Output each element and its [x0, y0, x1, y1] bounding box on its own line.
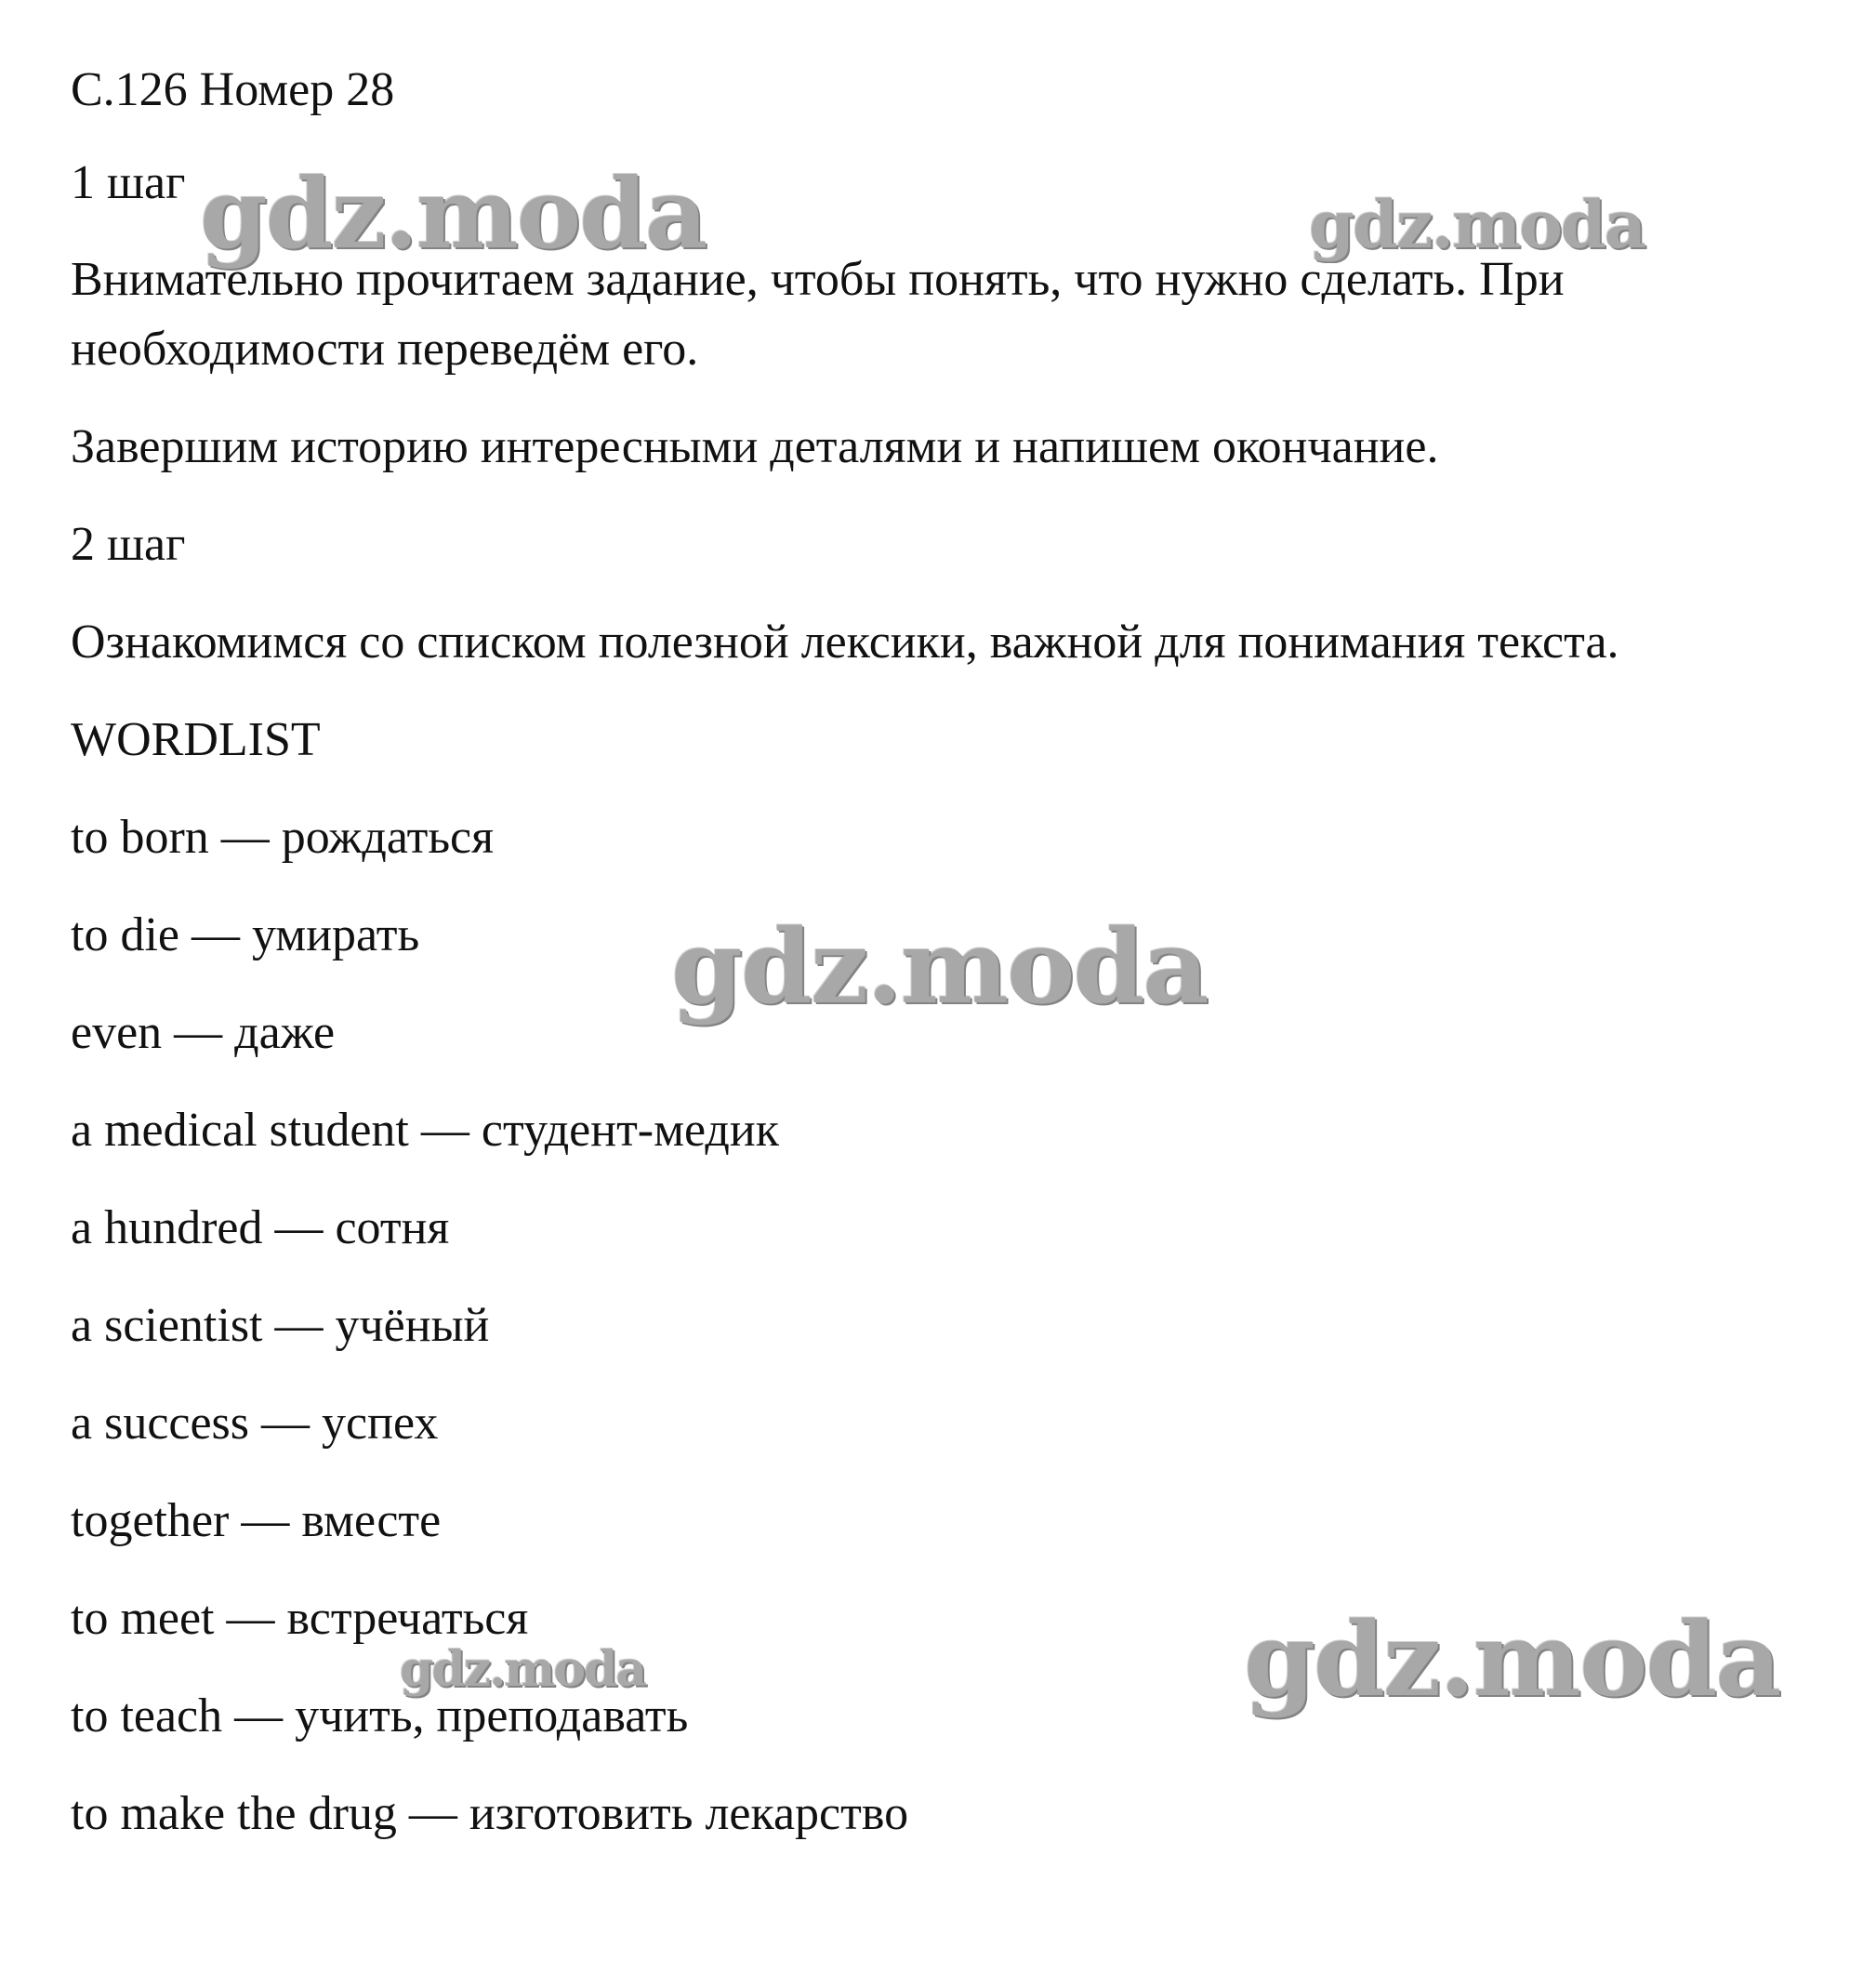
wordlist-item: a success — успех	[71, 1397, 439, 1450]
step-2-text: Ознакомимся со списком полезной лексики, важной для понимания текста.	[71, 616, 1619, 669]
wordlist-item: to meet — встречаться	[71, 1592, 529, 1645]
wordlist-item: a scientist — учёный	[71, 1299, 490, 1352]
wordlist-item: to born — рождаться	[71, 811, 495, 864]
step-1-text-2: Завершим историю интересными деталями и напишем окончание.	[71, 420, 1439, 473]
wordlist-item: a hundred — сотня	[71, 1201, 450, 1254]
step-2-label: 2 шаг	[71, 518, 186, 571]
wordlist-item: to teach — учить, преподавать	[71, 1689, 689, 1742]
step-1-label: 1 шаг	[71, 156, 186, 209]
wordlist-item: to make the drug — изготовить лекарство	[71, 1787, 909, 1840]
page-title: С.126 Номер 28	[71, 63, 395, 116]
watermark: gdz.moda	[400, 1641, 646, 1698]
watermark: gdz.moda	[200, 156, 707, 271]
wordlist-item: to die — умирать	[71, 908, 420, 961]
wordlist-item: together — вместе	[71, 1494, 442, 1547]
watermark: gdz.moda	[671, 907, 1208, 1027]
step-1-text-line-2: необходимости переведём его.	[71, 323, 699, 376]
watermark: gdz.moda	[1309, 186, 1645, 263]
wordlist-item: even — даже	[71, 1006, 336, 1059]
watermark: gdz.moda	[1244, 1599, 1780, 1719]
wordlist-heading: WORDLIST	[71, 713, 321, 766]
step-1-text-line-1: Внимательно прочитаем задание, чтобы понять, что нужно сделать. При	[71, 253, 1565, 306]
wordlist-item: a medical student — студент-медик	[71, 1104, 779, 1157]
